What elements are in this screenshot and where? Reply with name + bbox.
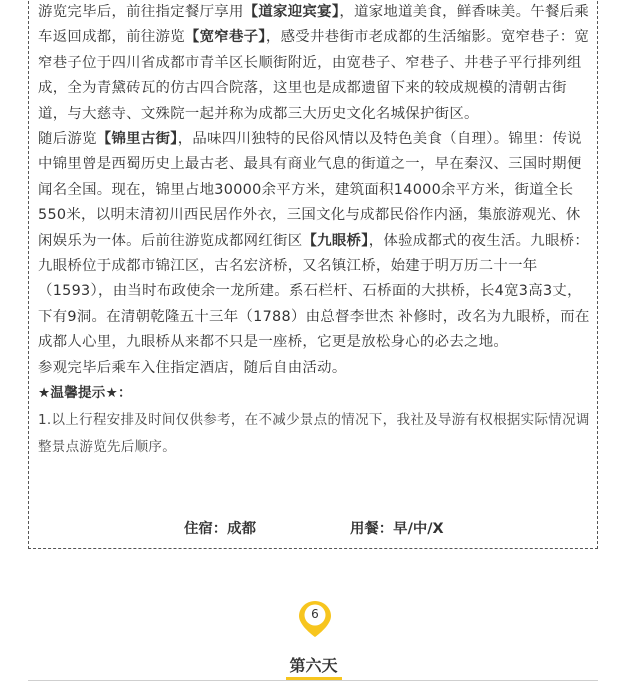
- day-number-pin: [298, 600, 332, 638]
- text-segment: ，体验成都式的夜生活。九眼桥：九眼桥位于成都市锦江区，古名宏济桥，又名镇江桥，始建于明万历二十一年（1593），由当时布政使余一龙所建。系石栏杆、石桥面的大拱桥，长4宽3高3丈，下有9洞。在清朝乾隆五十三年（1788）由总督李世杰 补修时，改名为九眼桥，而在成都人心里，九眼桥从来都不只是一座桥，它更是放松身心的必去之地。: [38, 232, 590, 351]
- stay-meal-row: [0, 517, 627, 539]
- day-title: 第六天: [289, 656, 338, 675]
- text-segment: ，道家地道美食，鲜香味美。午餐后乘车返回成都，前往游览: [38, 4, 590, 46]
- text-segment: 随后游览: [38, 131, 97, 148]
- stay-label: 住宿：成都: [184, 521, 256, 537]
- tips-text: 1.以上行程安排及时间仅供参考，在不减少景点的情况下，我社及导游有权根据实际情况调整景点游览先后顺序。: [38, 411, 590, 455]
- text-segment: ，品味四川独特的民俗风情以及特色美食（自理）。锦里：传说中锦里曾是西蜀历史上最古老、最具有商业气息的街道之一，早在秦汉、三国时期便闻名全国。现在，锦里占地30000余平方米，建筑面积14000余平方米，街道全长550米，以明末清初川西民居作外衣，三国文化与成都民俗作内涵，集旅游观光、休闲娱乐为一体。后前往游览成都网红街区: [38, 131, 582, 249]
- paragraph-kuanzhai: [38, 0, 594, 127]
- tips-title: ★温馨提示★：: [38, 385, 132, 402]
- paragraph-jinli: [38, 127, 594, 356]
- text-segment: 游览完毕后，前往指定餐厅享用: [38, 4, 244, 20]
- meal-label: 用餐：早/中/X: [350, 521, 444, 537]
- day-number: 6: [311, 607, 319, 621]
- paragraph-hotel: 参观完毕后乘车入住指定酒店，随后自由活动。: [38, 359, 347, 376]
- highlight-daojia-banquet: 【道家迎宾宴】: [243, 4, 340, 20]
- itinerary-text: [38, 0, 594, 461]
- highlight-jinli-street: 【锦里古街】: [96, 131, 178, 148]
- divider-line: [28, 680, 598, 681]
- highlight-kuanzhai-alley: 【宽窄巷子】: [184, 29, 266, 46]
- title-underline: [286, 677, 342, 680]
- text-segment: ，感受井巷街市老成都的生活缩影。宽窄巷子：宽窄巷子位于四川省成都市青羊区长顺街附近，由宽巷子、窄巷子、井巷子平行排列组成，全为青黛砖瓦的仿古四合院落，这里也是成都遗留下来的较成规模的清朝古街道，与大慈寺、文殊院一起并称为成都三大历史文化名城保护街区。: [38, 29, 590, 122]
- highlight-jiuyan-bridge: 【九眼桥】: [302, 232, 369, 249]
